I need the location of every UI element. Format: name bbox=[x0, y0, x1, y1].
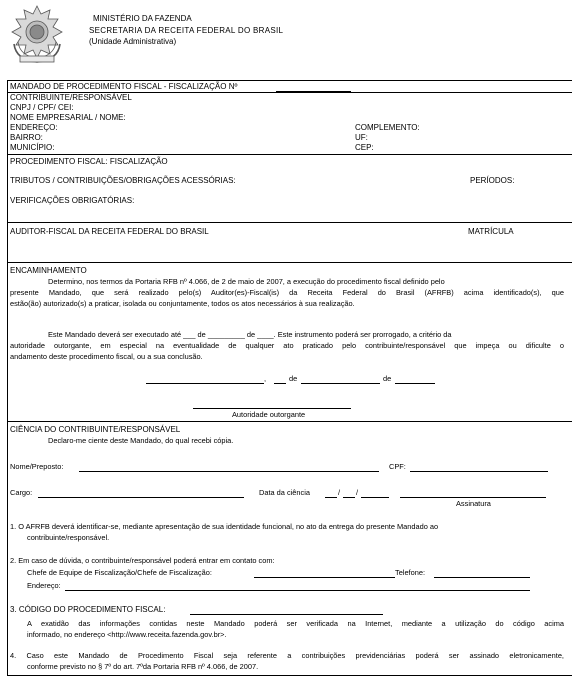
note-2: 2. Em caso de dúvida, o contribuinte/responsável poderá entrar em contato com: bbox=[10, 556, 275, 565]
chief-line[interactable] bbox=[254, 577, 395, 578]
note-4 bbox=[10, 650, 564, 672]
secretariat-name: SECRETARIA DA RECEITA FEDERAL DO BRASIL bbox=[89, 26, 284, 35]
note-1-line: contribuinte/responsável. bbox=[27, 533, 110, 542]
forwarding-p2-line: andamento deste procedimento fiscal, ou a sua conclusão. bbox=[10, 352, 203, 361]
cpf-label: CPF: bbox=[389, 462, 406, 471]
role-line[interactable] bbox=[38, 497, 244, 498]
date-de-2: de bbox=[383, 374, 392, 383]
divider-forwarding bbox=[7, 262, 572, 263]
name-label: NOME EMPRESARIAL / NOME: bbox=[10, 113, 126, 122]
cep-label: CEP: bbox=[355, 143, 374, 152]
divider-auditor bbox=[7, 222, 572, 223]
periods-label: PERÍODOS: bbox=[470, 176, 515, 185]
chief-address-line[interactable] bbox=[65, 590, 530, 591]
forwarding-p1-line: estão(ão) autorizado(s) a praticar, isolada ou conjuntamente, todos os atos necessários à sua realização. bbox=[10, 299, 355, 308]
date-slash: / bbox=[356, 488, 359, 497]
forwarding-paragraph-2 bbox=[10, 329, 564, 362]
authority-signature-line bbox=[193, 408, 351, 409]
day-line bbox=[274, 383, 286, 384]
date-de-1: de bbox=[289, 374, 298, 383]
signature-label: Assinatura bbox=[456, 499, 491, 508]
note-3-text bbox=[27, 618, 564, 640]
signature-line[interactable] bbox=[400, 497, 546, 498]
district-label: BAIRRO: bbox=[10, 133, 43, 142]
auditor-label: AUDITOR-FISCAL DA RECEITA FEDERAL DO BRASIL bbox=[10, 227, 209, 236]
uf-label: UF: bbox=[355, 133, 368, 142]
procedure-code-line[interactable] bbox=[190, 614, 383, 615]
forwarding-p1-line: Determino, nos termos da Portaria RFB nº 4.066, de 2 de maio de 2007, a execução do procedimento fiscal definido pelo bbox=[48, 277, 445, 286]
note-1 bbox=[10, 521, 564, 543]
forwarding-title: ENCAMINHAMENTO bbox=[10, 266, 87, 275]
complement-label: COMPLEMENTO: bbox=[355, 123, 420, 132]
forwarding-paragraph-1 bbox=[10, 276, 564, 309]
note-3-line: informado, no endereço <http://www.receita.fazenda.gov.br>. bbox=[27, 630, 227, 639]
note-4-line: 4. Caso este Mandado de Procedimento Fiscal seja referente a contribuições previdenciárias poderá ser assinado eletronicamente, bbox=[10, 651, 564, 660]
cnpj-label: CNPJ / CPF/ CEI: bbox=[10, 103, 74, 112]
brasao-emblem bbox=[8, 4, 66, 68]
mandate-title: MANDADO DE PROCEDIMENTO FISCAL - FISCALIZAÇÃO Nº bbox=[10, 82, 238, 91]
divider-bottom bbox=[7, 675, 572, 676]
note-1-line: 1. O AFRFB deverá identificar-se, mediante apresentação de sua identidade funcional, no ato da entrega do presente Mandado ao bbox=[10, 522, 439, 531]
procedure-title: PROCEDIMENTO FISCAL: FISCALIZAÇÃO bbox=[10, 157, 168, 166]
ministry-name: MINISTÉRIO DA FAZENDA bbox=[93, 14, 192, 23]
acknowledgement-title: CIÊNCIA DO CONTRIBUINTE/RESPONSÁVEL bbox=[10, 425, 181, 434]
address-label: ENDEREÇO: bbox=[10, 123, 58, 132]
note-3-line: A exatidão das informações contidas neste Mandado poderá ser verificada na Internet, mediante a utilização do código acima bbox=[27, 619, 564, 628]
date-label: Data da ciência bbox=[259, 488, 310, 497]
administrative-unit: (Unidade Administrativa) bbox=[89, 37, 177, 46]
declaration-text: Declaro-me ciente deste Mandado, do qual recebi cópia. bbox=[48, 436, 234, 445]
name-preposto-label: Nome/Preposto: bbox=[10, 462, 64, 471]
divider-acknowledgement bbox=[7, 421, 572, 422]
name-preposto-line[interactable] bbox=[79, 471, 379, 472]
city-label: MUNICÍPIO: bbox=[10, 143, 55, 152]
phone-label: Telefone: bbox=[395, 568, 425, 577]
month-line bbox=[301, 383, 380, 384]
forwarding-p2-line: autoridade outorgante, em especial na eventualidade de qualquer ato praticado pelo contribuinte/responsável que impeça ou dificulte o bbox=[10, 341, 564, 350]
place-comma: , bbox=[264, 374, 267, 383]
place-line bbox=[146, 383, 264, 384]
divider-top bbox=[7, 80, 572, 81]
taxpayer-section-title: CONTRIBUINTE/RESPONSÁVEL bbox=[10, 93, 132, 102]
date-month-line[interactable] bbox=[343, 497, 355, 498]
note-4-line: conforme previsto no § 7º do art. 7ºda Portaria RFB nº 4.066, de 2007. bbox=[27, 662, 259, 671]
taxes-label: TRIBUTOS / CONTRIBUIÇÕES/OBRIGAÇÕES ACESSÓRIAS: bbox=[10, 176, 236, 185]
year-line bbox=[395, 383, 435, 384]
authority-label: Autoridade outorgante bbox=[232, 410, 306, 419]
note-3: 3. CÓDIGO DO PROCEDIMENTO FISCAL: bbox=[10, 605, 166, 614]
date-year-line[interactable] bbox=[361, 497, 389, 498]
divider-procedure bbox=[7, 154, 572, 155]
cpf-line[interactable] bbox=[410, 471, 548, 472]
chief-address-label: Endereço: bbox=[27, 581, 61, 590]
date-day-line[interactable] bbox=[325, 497, 337, 498]
checks-label: VERIFICAÇÕES OBRIGATÓRIAS: bbox=[10, 196, 135, 205]
role-label: Cargo: bbox=[10, 488, 33, 497]
chief-label: Chefe de Equipe de Fiscalização/Chefe de Fiscalização: bbox=[27, 568, 212, 577]
phone-line[interactable] bbox=[434, 577, 530, 578]
forwarding-p2-line: Este Mandado deverá ser executado até ___ de _________ de ____. Este instrumento poderá ser prorrogado, a critério da bbox=[48, 330, 452, 339]
left-border bbox=[7, 80, 8, 676]
registration-label: MATRÍCULA bbox=[468, 227, 514, 236]
date-slash: / bbox=[338, 488, 341, 497]
forwarding-p1-line: presente Mandado, que será realizado pelo(s) Auditor(es)-Fiscal(is) da Receita Federal do Brasil (AFRFB) acima identificado(s), que bbox=[10, 288, 564, 297]
